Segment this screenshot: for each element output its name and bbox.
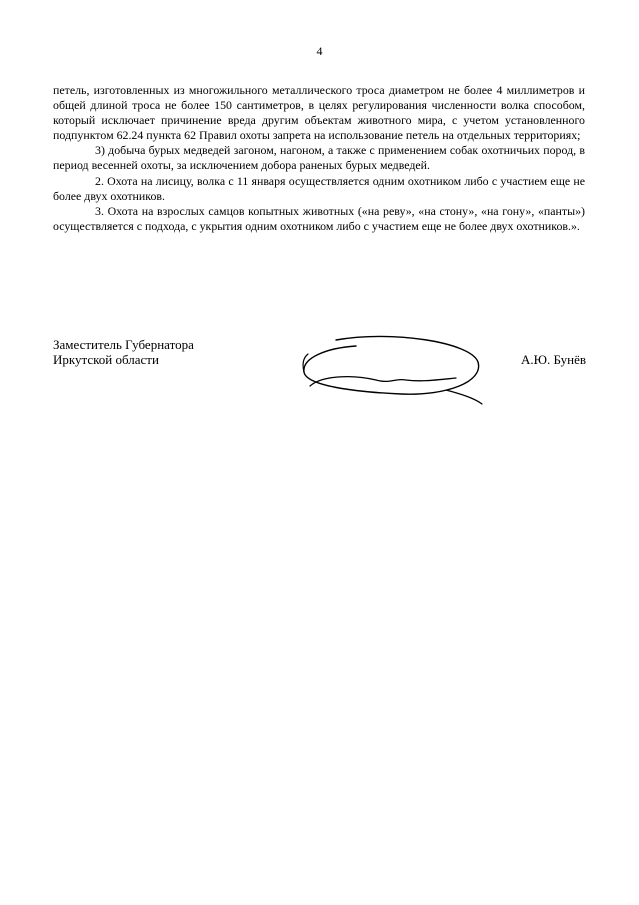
page-number: 4 [316,44,323,58]
document-body [53,83,585,234]
paragraph-item-3: 3) добыча бурых медведей загоном, нагоном, а также с применением собак охотничьих пород, в период весенней охоты, за исключением добора раненых бурых медведей. [53,143,585,173]
paragraph-point-3: 3. Охота на взрослых самцов копытных животных («на реву», «на стону», «на гону», «панты») осуществляется с подхода, с укрытия одним охотником либо с участием еще не более двух охотников.». [53,203,585,233]
signer-title-line-1: Заместитель Губернатора [53,337,194,352]
paragraph-continuation: петель, изготовленных из многожильного металлического троса диаметром не более 4 миллиметров и общей длиной троса не более 150 сантиметров, в целях регулирования численности волка способом, который исключает причинение вреда другим объектам животного мира, с учетом установленного подпунктом 62.24 пункта 62 Правил охоты запрета на использование петель на отдельных территориях; [53,83,585,143]
signer-name: А.Ю. Бунёв [521,352,587,367]
paragraph-point-2: 2. Охота на лисицу, волка с 11 января осуществляется одним охотником либо с участием еще не более двух охотников. [53,173,585,203]
handwritten-signature [296,334,486,406]
signer-title-line-2: Иркутской области [53,351,159,367]
signer-title [53,338,194,367]
